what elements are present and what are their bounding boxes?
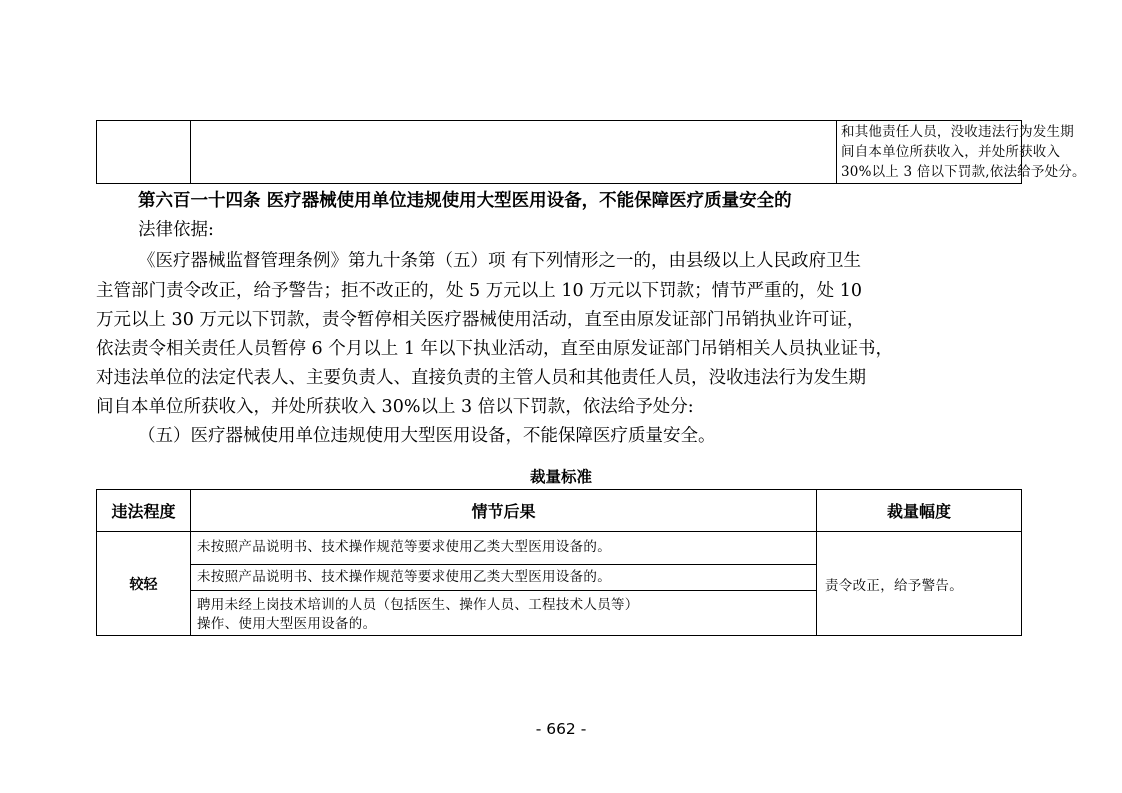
legal-basis-text: 对违法单位的法定代表人、主要负责人、直接负责的主管人员和其他责任人员，没收违法行为发生期 (96, 368, 866, 388)
legal-basis-text: 间自本单位所获收入，并处所获收入 30%以上 3 倍以下罚款，依法给予处分: (96, 397, 694, 417)
article-title: 第六百一十四条 医疗器械使用单位违规使用大型医用设备，不能保障医疗质量安全的 (138, 191, 792, 211)
header-circumstances: 情节后果 (191, 490, 817, 532)
circumstance-text-line: 聘用未经上岗技术培训的人员（包括医生、操作人员、工程技术人员等） (197, 597, 639, 613)
legal-basis-text: 万元以上 30 万元以下罚款，责令暂停相关医疗器械使用活动，直至由原发证部门吊销执业许可证， (96, 310, 865, 330)
continued-table (96, 120, 1086, 184)
penalty-text-line: 30%以上 3 倍以下罚款,依法给予处分。 (841, 164, 1086, 180)
page-number: - 662 - (535, 720, 587, 738)
circumstance-item (191, 591, 816, 635)
legal-basis-text: 主管部门责令改正，给予警告；拒不改正的，处 5 万元以上 10 万元以下罚款；情节严重的，处 10 (96, 281, 862, 301)
circumstance-text-line: 操作、使用大型医用设备的。 (197, 616, 377, 632)
legal-basis-label: 法律依据: (138, 220, 214, 240)
standards-title: 裁量标准 (529, 468, 592, 486)
continued-table-cell-level (97, 121, 191, 183)
header-penalty-range: 裁量幅度 (817, 490, 1021, 532)
circumstance-item: 未按照产品说明书、技术操作规范等要求使用乙类大型医用设备的。 (191, 532, 816, 565)
circumstances-cell (191, 532, 817, 635)
standards-table (96, 489, 1022, 636)
continued-table-cell-penalty (837, 121, 1086, 183)
penalty-text-line: 间自本单位所获收入，并处所获收入 (841, 144, 1061, 160)
penalty-range: 责令改正，给予警告。 (825, 577, 963, 594)
penalty-text-line: 和其他责任人员，没收违法行为发生期 (841, 124, 1074, 140)
violation-level: 较轻 (97, 532, 191, 635)
legal-basis-text: 依法责令相关责任人员暂停 6 个月以上 1 年以下执业活动，直至由原发证部门吊销相关人员执业证书， (96, 339, 894, 359)
circumstance-item: 未按照产品说明书、技术操作规范等要求使用乙类大型医用设备的。 (191, 565, 816, 591)
continued-table-cell-result (191, 121, 837, 183)
legal-basis-text: 《医疗器械监督管理条例》第九十条第（五）项 有下列情形之一的，由县级以上人民政府卫生 (138, 251, 862, 271)
header-violation-degree: 违法程度 (97, 490, 191, 532)
legal-basis-clause: （五）医疗器械使用单位违规使用大型医用设备，不能保障医疗质量安全。 (138, 426, 716, 446)
